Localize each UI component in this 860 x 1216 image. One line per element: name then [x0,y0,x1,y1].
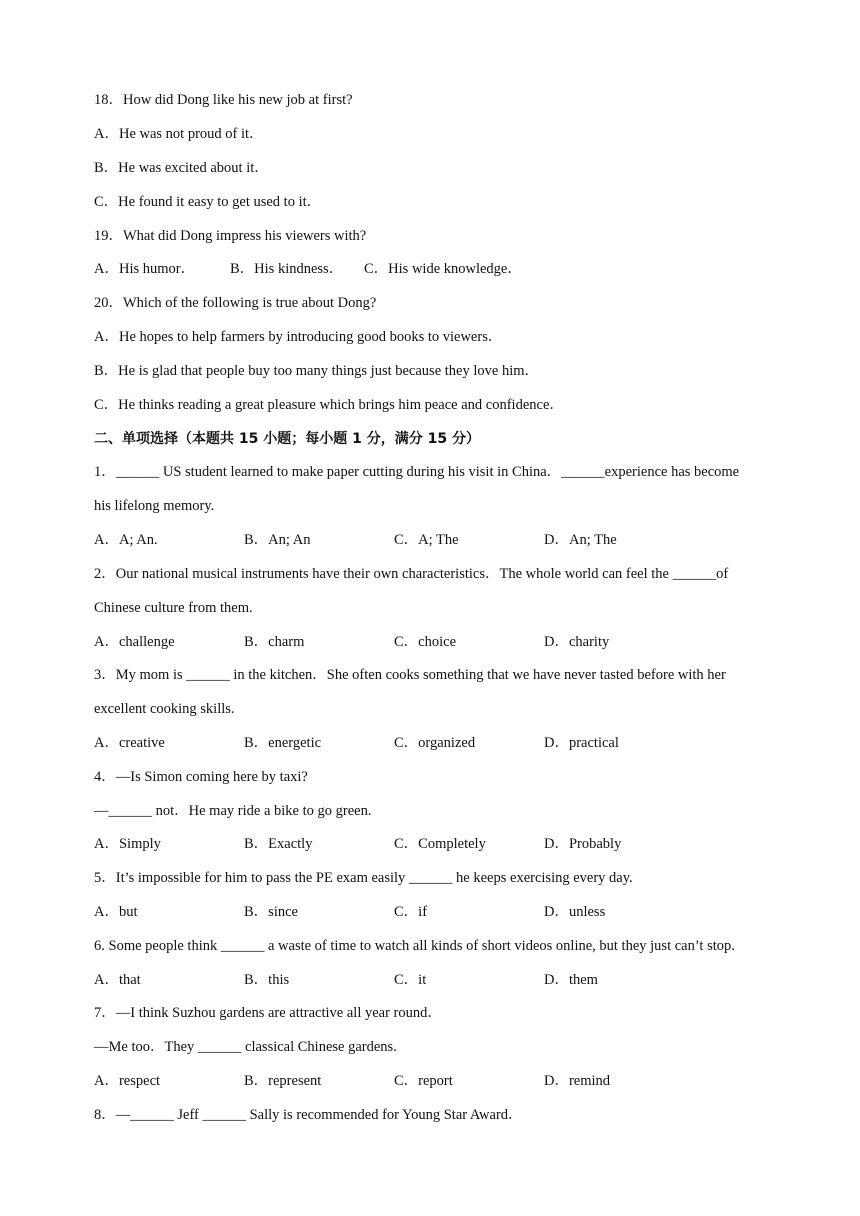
question-3-cont: excellent cooking skills. [94,701,235,717]
q2-option-a: A．challenge [94,634,175,650]
question-1-cont: his lifelong memory. [94,498,215,514]
q1-option-d: D．An; The [544,532,617,548]
question-19: 19．What did Dong impress his viewers with? [94,228,367,244]
q20-option-a: A．He hopes to help farmers by introducing good books to viewers． [94,329,503,345]
question-5: 5．It’s impossible for him to pass the PE exam easily ______ he keeps exercising every day. [94,870,633,886]
q5-option-d: D．unless [544,904,606,920]
question-1: 1．______ US student learned to make paper cutting during his visit in China．______experience has become [94,464,740,480]
q7-option-b: B．represent [244,1073,322,1089]
question-3: 3．My mom is ______ in the kitchen．She often cooks something that we have never tasted before with her [94,667,726,683]
q18-option-c: C．He found it easy to get used to it． [94,194,322,210]
question-18: 18．How did Dong like his new job at first? [94,92,353,108]
question-8: 8．—______ Jeff ______ Sally is recommended for Young Star Award． [94,1107,523,1123]
q6-option-b: B．this [244,972,290,988]
question-7: 7．—I think Suzhou gardens are attractive all year round． [94,1005,442,1021]
section-title: 二、单项选择（本题共 15 小题；每小题 1 分，满分 15 分） [94,431,480,447]
question-6: 6. Some people think ______ a waste of time to watch all kinds of short videos online, but they just can’t stop. [94,938,735,954]
q1-option-a: A．A; An. [94,532,158,548]
q20-option-b: B．He is glad that people buy too many things just because they love him． [94,363,539,379]
q1-option-b: B．An; An [244,532,311,548]
q3-option-b: B．energetic [244,735,322,751]
q2-option-d: D．charity [544,634,610,650]
q3-option-c: C．organized [394,735,476,751]
q7-option-d: D．remind [544,1073,611,1089]
q5-option-c: C．if [394,904,428,920]
q20-option-c: C．He thinks reading a great pleasure which brings him peace and confidence． [94,397,564,413]
q7-option-a: A．respect [94,1073,161,1089]
q19-option-b: B．His kindness． [230,261,344,277]
q5-option-b: B．since [244,904,298,920]
q4-option-d: D．Probably [544,836,622,852]
q2-option-c: C．choice [394,634,457,650]
question-20: 20．Which of the following is true about Dong? [94,295,377,311]
q4-option-c: C．Completely [394,836,486,852]
q7-option-c: C．report [394,1073,453,1089]
q3-option-d: D．practical [544,735,619,751]
q4-option-b: B．Exactly [244,836,313,852]
question-2: 2．Our national musical instruments have their own characteristics．The whole world can feel the ______of [94,566,729,582]
q3-option-a: A．creative [94,735,165,751]
question-4-reply: —______ not．He may ride a bike to go green. [94,803,372,819]
q4-option-a: A．Simply [94,836,161,852]
q5-option-a: A．but [94,904,138,920]
q18-option-a: A．He was not proud of it． [94,126,264,142]
q19-option-a: A．His humor． [94,261,196,277]
q19-option-c: C．His wide knowledge． [364,261,522,277]
question-2-cont: Chinese culture from them. [94,600,253,616]
q1-option-c: C．A; The [394,532,459,548]
q6-option-c: C．it [394,972,427,988]
question-7-reply: —Me too．They ______ classical Chinese gardens. [94,1039,397,1055]
q2-option-b: B．charm [244,634,305,650]
q18-option-b: B．He was excited about it． [94,160,269,176]
q6-option-a: A．that [94,972,141,988]
question-4: 4．—Is Simon coming here by taxi? [94,769,308,785]
q6-option-d: D．them [544,972,598,988]
